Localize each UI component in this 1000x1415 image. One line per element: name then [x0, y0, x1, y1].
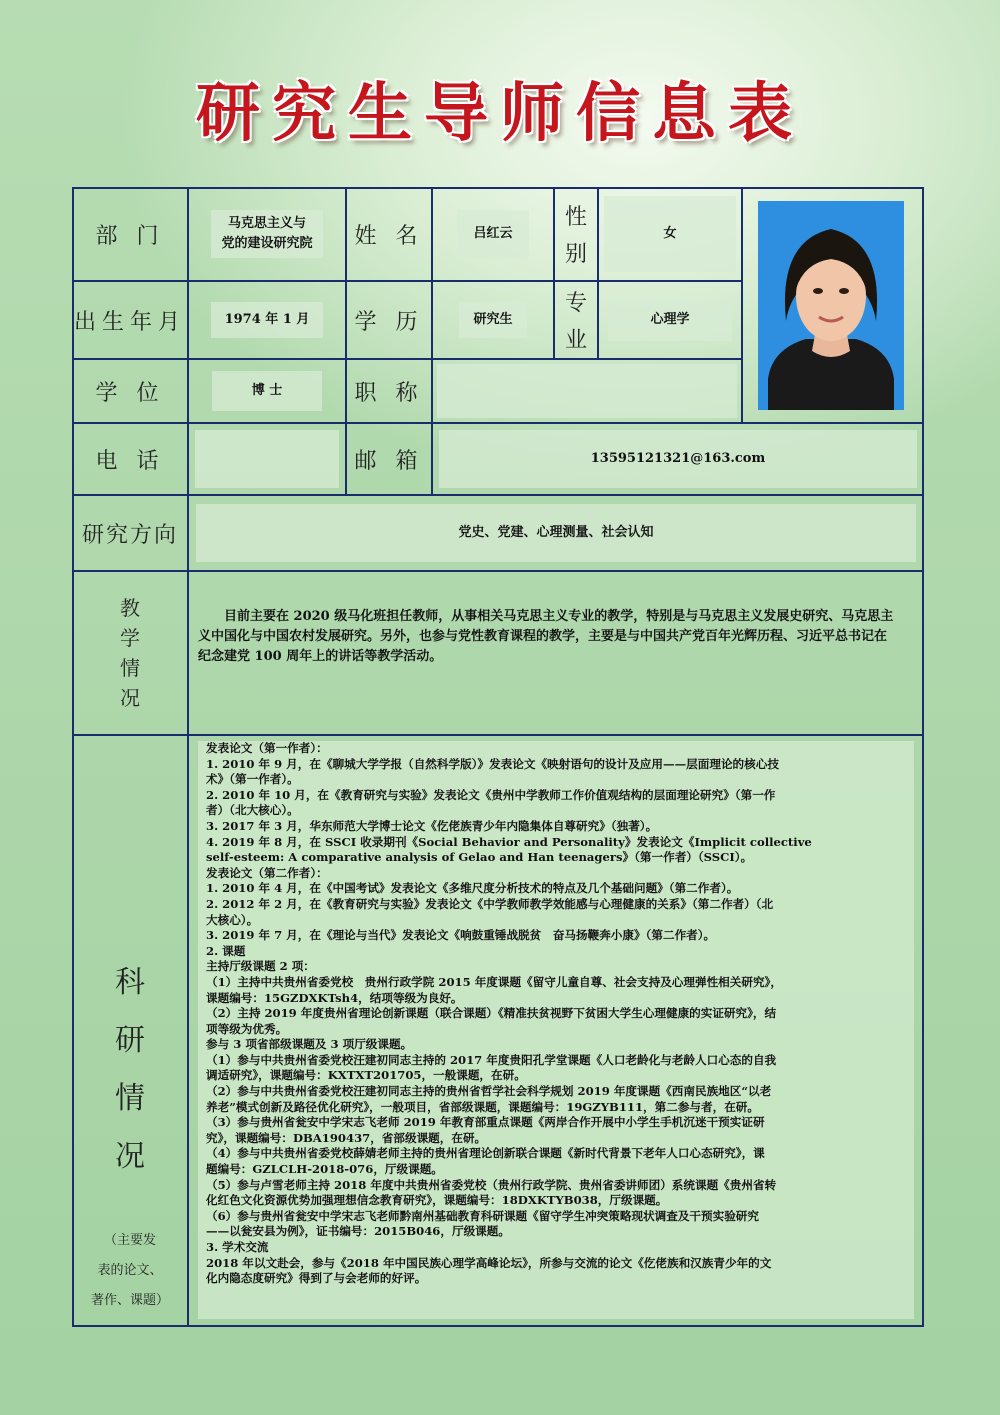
phone-value-text — [195, 430, 339, 488]
research-note-line1: （主要发 — [103, 1233, 156, 1248]
gender-value-text: 女 — [604, 196, 736, 272]
research-line: 究》，课题编号：DBA190437，省部级课题，在研。 — [206, 1130, 487, 1145]
research-line: 1. 2010 年 9 月，在《聊城大学学报（自然科学版）》发表论文《映射语句的设计及应用——层面理论的核心技 — [206, 756, 779, 771]
research-label — [72, 735, 188, 1327]
research-line: 发表论文（第一作者）： — [206, 741, 328, 755]
research-line: 参与 3 项省部级课题及 3 项厅级课题。 — [206, 1037, 413, 1052]
research-line: 3. 2019 年 7 月，在《理论与当代》发表论文《响鼓重锤战脱贫 奋马扬鞭奔小康》（第二作者）。 — [206, 928, 716, 943]
research-line: 3. 学术交流 — [206, 1240, 269, 1254]
research-direction-value — [188, 495, 924, 571]
birth-value — [188, 281, 346, 359]
page-title: 研究生导师信息表 — [196, 76, 804, 151]
major-value — [598, 281, 742, 359]
name-label: 姓 名 — [346, 187, 432, 281]
department-value-line2: 党的建设研究院 — [221, 236, 313, 251]
research-line: 大核心）。 — [206, 912, 259, 927]
phone-label: 电 话 — [72, 423, 188, 495]
research-note-line3: 著作、课题） — [90, 1293, 169, 1308]
research-line: （1）主持中共贵州省委党校 贵州行政学院 2015 年度课题《留守儿童自尊、社会支持及心理弹性相关研究》， — [206, 974, 782, 989]
research-line: 3. 2017 年 3 月，华东师范大学博士论文《仡佬族青少年内隐集体自尊研究》（独著）。 — [206, 818, 658, 833]
teaching-label — [72, 571, 188, 735]
phone-value — [188, 423, 346, 495]
department-value — [188, 187, 346, 281]
research-line: 发表论文（第二作者）： — [206, 865, 328, 880]
major-label-char1: 专 — [564, 291, 587, 316]
birth-value-text: 1974 年 1 月 — [211, 302, 324, 338]
research-line: 术》（第一作者）。 — [206, 772, 299, 787]
research-direction-label: 研究方向 — [72, 495, 188, 571]
name-value-text: 吕红云 — [457, 210, 528, 258]
research-note-line2: 表的论文、 — [97, 1263, 163, 1278]
research-line: 化红色文化资源优势加强理想信念教育研究》，课题编号：18DXKTYB038，厅级课题。 — [206, 1193, 668, 1208]
research-line: 2018 年以文赴会，参与《2018 年中国民族心理学高峰论坛》，所参与交流的论文《仡佬族和汉族青少年的文 — [206, 1255, 772, 1270]
research-line: （1）参与中共贵州省委党校汪建初同志主持的 2017 年度贵阳孔学堂课题《人口老龄化与老龄人口心态的自我 — [206, 1052, 777, 1067]
name-value — [432, 187, 554, 281]
title-label: 职 称 — [346, 359, 432, 423]
email-value — [432, 423, 924, 495]
portrait-photo — [758, 201, 904, 410]
education-value — [432, 281, 554, 359]
teaching-text: 目前主要在 2020 级马化班担任教师，从事相关马克思主义专业的教学，特别是与马克思主义发展史研究、马克思主义中国化与中国农村发展研究。另外，也参与党性教育课程的教学，主要是与中国共产党百年光辉历程、习近平总书记在纪念建党 100 周年上的讲话等教学活动。 — [198, 609, 894, 664]
title-value — [432, 359, 742, 423]
birth-label: 出生年月 — [72, 281, 188, 359]
degree-label: 学 位 — [72, 359, 188, 423]
teaching-label-char4: 况 — [120, 686, 140, 710]
research-line: 调适研究》，课题编号：KXTXT201705，一般课题，在研。 — [206, 1068, 526, 1083]
email-value-text: 13595121321@163.com — [439, 430, 917, 488]
teaching-label-char1: 教 — [120, 596, 140, 620]
research-line: （3）参与贵州省瓮安中学宋志飞老师 2019 年教育部重点课题《两岸合作开展中小学生手机沉迷干预实证研 — [206, 1115, 765, 1130]
education-value-text: 研究生 — [459, 302, 526, 338]
research-line: 题编号：GZLCLH-2018-076，厅级课题。 — [206, 1162, 443, 1177]
degree-value — [188, 359, 346, 423]
research-line: ——以瓮安县为例》，证书编号：2015B046，厅级课题。 — [206, 1224, 510, 1239]
degree-value-text: 博 士 — [212, 371, 323, 411]
research-line: 者）（北大核心）。 — [206, 803, 299, 818]
department-value-line1: 马克思主义与 — [227, 216, 306, 231]
research-text — [198, 741, 914, 1319]
teaching-label-char2: 学 — [120, 626, 140, 650]
department-label: 部 门 — [72, 187, 188, 281]
education-label: 学 历 — [346, 281, 432, 359]
research-line: 养老”模式创新及路径优化研究》，一般项目，省部级课题，课题编号：19GZYB111，第二参与者，在研。 — [206, 1099, 759, 1114]
research-line: 课题编号：15GZDXKTsh4，结项等级为良好。 — [206, 990, 463, 1005]
research-line: 化内隐态度研究》得到了与会老师的好评。 — [206, 1271, 427, 1286]
research-line: （4）参与中共贵州省委党校薛婧老师主持的贵州省理论创新联合课题《新时代背景下老年人口心态研究》，课 — [206, 1146, 765, 1161]
research-line: 2. 课题 — [206, 943, 246, 958]
email-label: 邮 箱 — [346, 423, 432, 495]
title-value-text — [437, 364, 737, 418]
gender-value — [598, 187, 742, 281]
research-line: 主持厅级课题 2 项： — [206, 959, 315, 974]
gender-label-char1: 性 — [564, 205, 587, 230]
research-line: 2. 2010 年 10 月，在《教育研究与实验》发表论文《贵州中学教师工作价值观结构的层面理论研究》（第一作 — [206, 787, 776, 802]
research-line: （2）参与中共贵州省委党校汪建初同志主持的贵州省哲学社会科学规划 2019 年度课题《西南民族地区“以老 — [206, 1084, 772, 1099]
gender-label-char2: 别 — [564, 242, 587, 267]
research-direction-text: 党史、党建、心理测量、社会认知 — [196, 504, 916, 562]
major-label — [554, 281, 598, 359]
research-label-char2: 研 — [115, 1023, 145, 1058]
research-line: （5）参与卢雪老师主持 2018 年度中共贵州省委党校（贵州行政学院、贵州省委讲师团）系统课题《贵州省转 — [206, 1177, 777, 1192]
major-value-text: 心理学 — [608, 299, 732, 341]
research-line: 项等级为优秀。 — [206, 1021, 288, 1036]
research-line: 2. 2012 年 2 月，在《教育研究与实验》发表论文《中学教师教学效能感与心理健康的关系》（第二作者）（北 — [206, 896, 774, 911]
teaching-label-char3: 情 — [120, 656, 140, 680]
gender-label — [554, 187, 598, 281]
research-label-char4: 况 — [115, 1139, 145, 1174]
research-line: （2）主持 2019 年度贵州省理论创新课题（联合课题）《精准扶贫视野下贫困大学生心理健康的实证研究》，结 — [206, 1006, 777, 1021]
research-label-char3: 情 — [115, 1081, 145, 1116]
research-line: （6）参与贵州省瓮安中学宋志飞老师黔南州基础教育科研课题《留守学生冲突策略现状调查及干预实验研究 — [206, 1208, 759, 1223]
research-label-char1: 科 — [115, 965, 145, 1000]
research-line: 4. 2019 年 8 月，在 SSCI 收录期刊《Social Behavior and Personality》发表论文《Implicit collective — [206, 834, 812, 849]
major-label-char2: 业 — [564, 328, 587, 353]
research-line: self-esteem: A comparative analysis of Gelao and Han teenagers》（第一作者）（SSCI）。 — [206, 850, 753, 865]
research-line: 1. 2010 年 4 月，在《中国考试》发表论文《多维尺度分析技术的特点及几个基础问题》（第二作者）。 — [206, 881, 739, 896]
